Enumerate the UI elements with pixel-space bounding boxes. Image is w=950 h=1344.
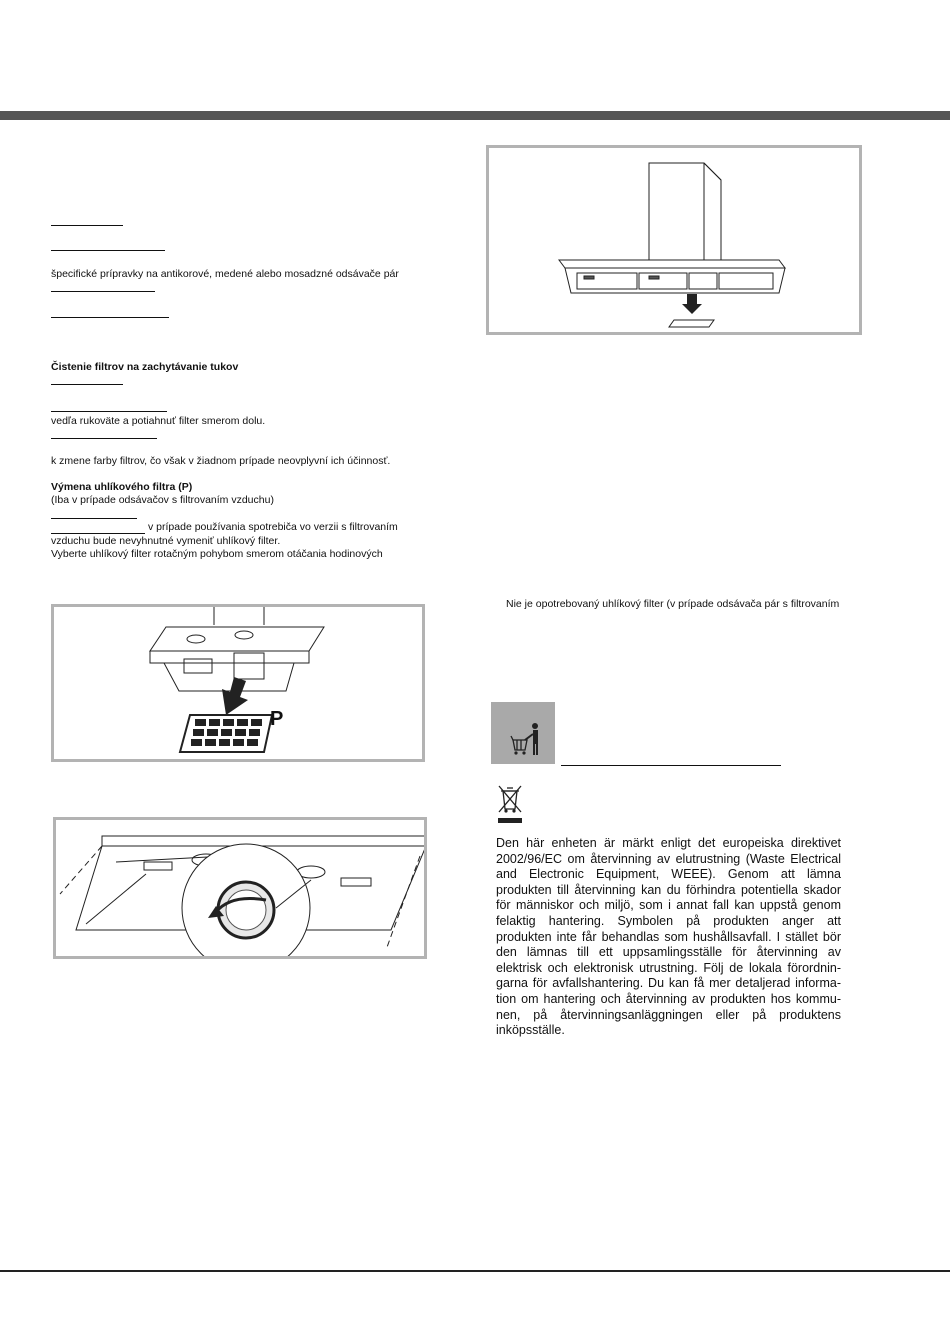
blank-underline (51, 291, 155, 292)
footer-rule (0, 1270, 950, 1272)
blank-underline (51, 250, 165, 251)
heading-carbon-filter: Výmena uhlíkového filtra (P) (51, 481, 193, 493)
blank-underline (51, 533, 145, 534)
text-stainless-products: špecifické prípravky na antikorové, medené alebo mosadzné odsávače pár (51, 268, 399, 280)
text-handle: vedľa rukoväte a potiahnuť filter smerom dolu. (51, 415, 266, 427)
arrow-down-icon (682, 294, 702, 314)
recycle-shopping-icon (491, 702, 555, 764)
text-carbon-line-2: vzduchu bude nevyhnutné vymeniť uhlíkový filter. (51, 535, 281, 547)
text-carbon-used: Nie je opotrebovaný uhlíkový filter (v prípade odsávača pár s filtrovaním (506, 598, 840, 610)
figure-carbon-filter (51, 604, 425, 762)
weee-paragraph: Den här enheten är märkt enligt det europeiska direktivet 2002/96/EC om återvinning av elutrustning (Waste Electrical and Electronic Equipment, WEEE). Genom att lämna produkten till återvinning kan du förhindra potentiella skador för människor och miljö, som i annat fall kan uppstå genom felaktig hantering. Symbolen på produkten anger att produkten inte får behandlas som hushållsavfall. I stället bör den lämnas till ett uppsamlingsställe för återvinning av elektrisk och elektronisk utrustning. Följ de lokala förordnin-garna för avfallshantering. Du kan få mer detaljerad informa-tion om hantering och återvinning av produkten hos kommu-nen, på återvinningsanläggningen eller på produktens inköpsställe. (496, 836, 841, 1038)
heading-grease-filters: Čistenie filtrov na zachytávanie tukov (51, 361, 239, 373)
blank-underline (51, 384, 123, 385)
blank-underline (51, 411, 167, 412)
figure-carbon-filter-rotation (53, 817, 427, 959)
blank-underline (51, 225, 123, 226)
crossed-bin-icon (496, 783, 524, 825)
subheading-carbon-filter: (Iba v prípade odsávačov s filtrovaním vzduchu) (51, 494, 274, 506)
blank-underline (51, 317, 169, 318)
blank-underline (561, 765, 781, 766)
figure-hood-grease-filter (486, 145, 862, 335)
text-carbon-line-1: v prípade používania spotrebiča vo verzii s filtrovaním (148, 521, 398, 533)
figure-label-p: P (270, 708, 284, 730)
header-bar (0, 111, 950, 120)
text-carbon-line-3: Vyberte uhlíkový filter rotačným pohybom smerom otáčania hodinových (51, 548, 383, 560)
text-filter-color: k zmene farby filtrov, čo však v žiadnom prípade neovplyvní ich účinnosť. (51, 455, 391, 467)
carbon-filter-grid-icon (180, 715, 272, 752)
blank-underline (51, 438, 157, 439)
blank-underline (51, 518, 137, 519)
